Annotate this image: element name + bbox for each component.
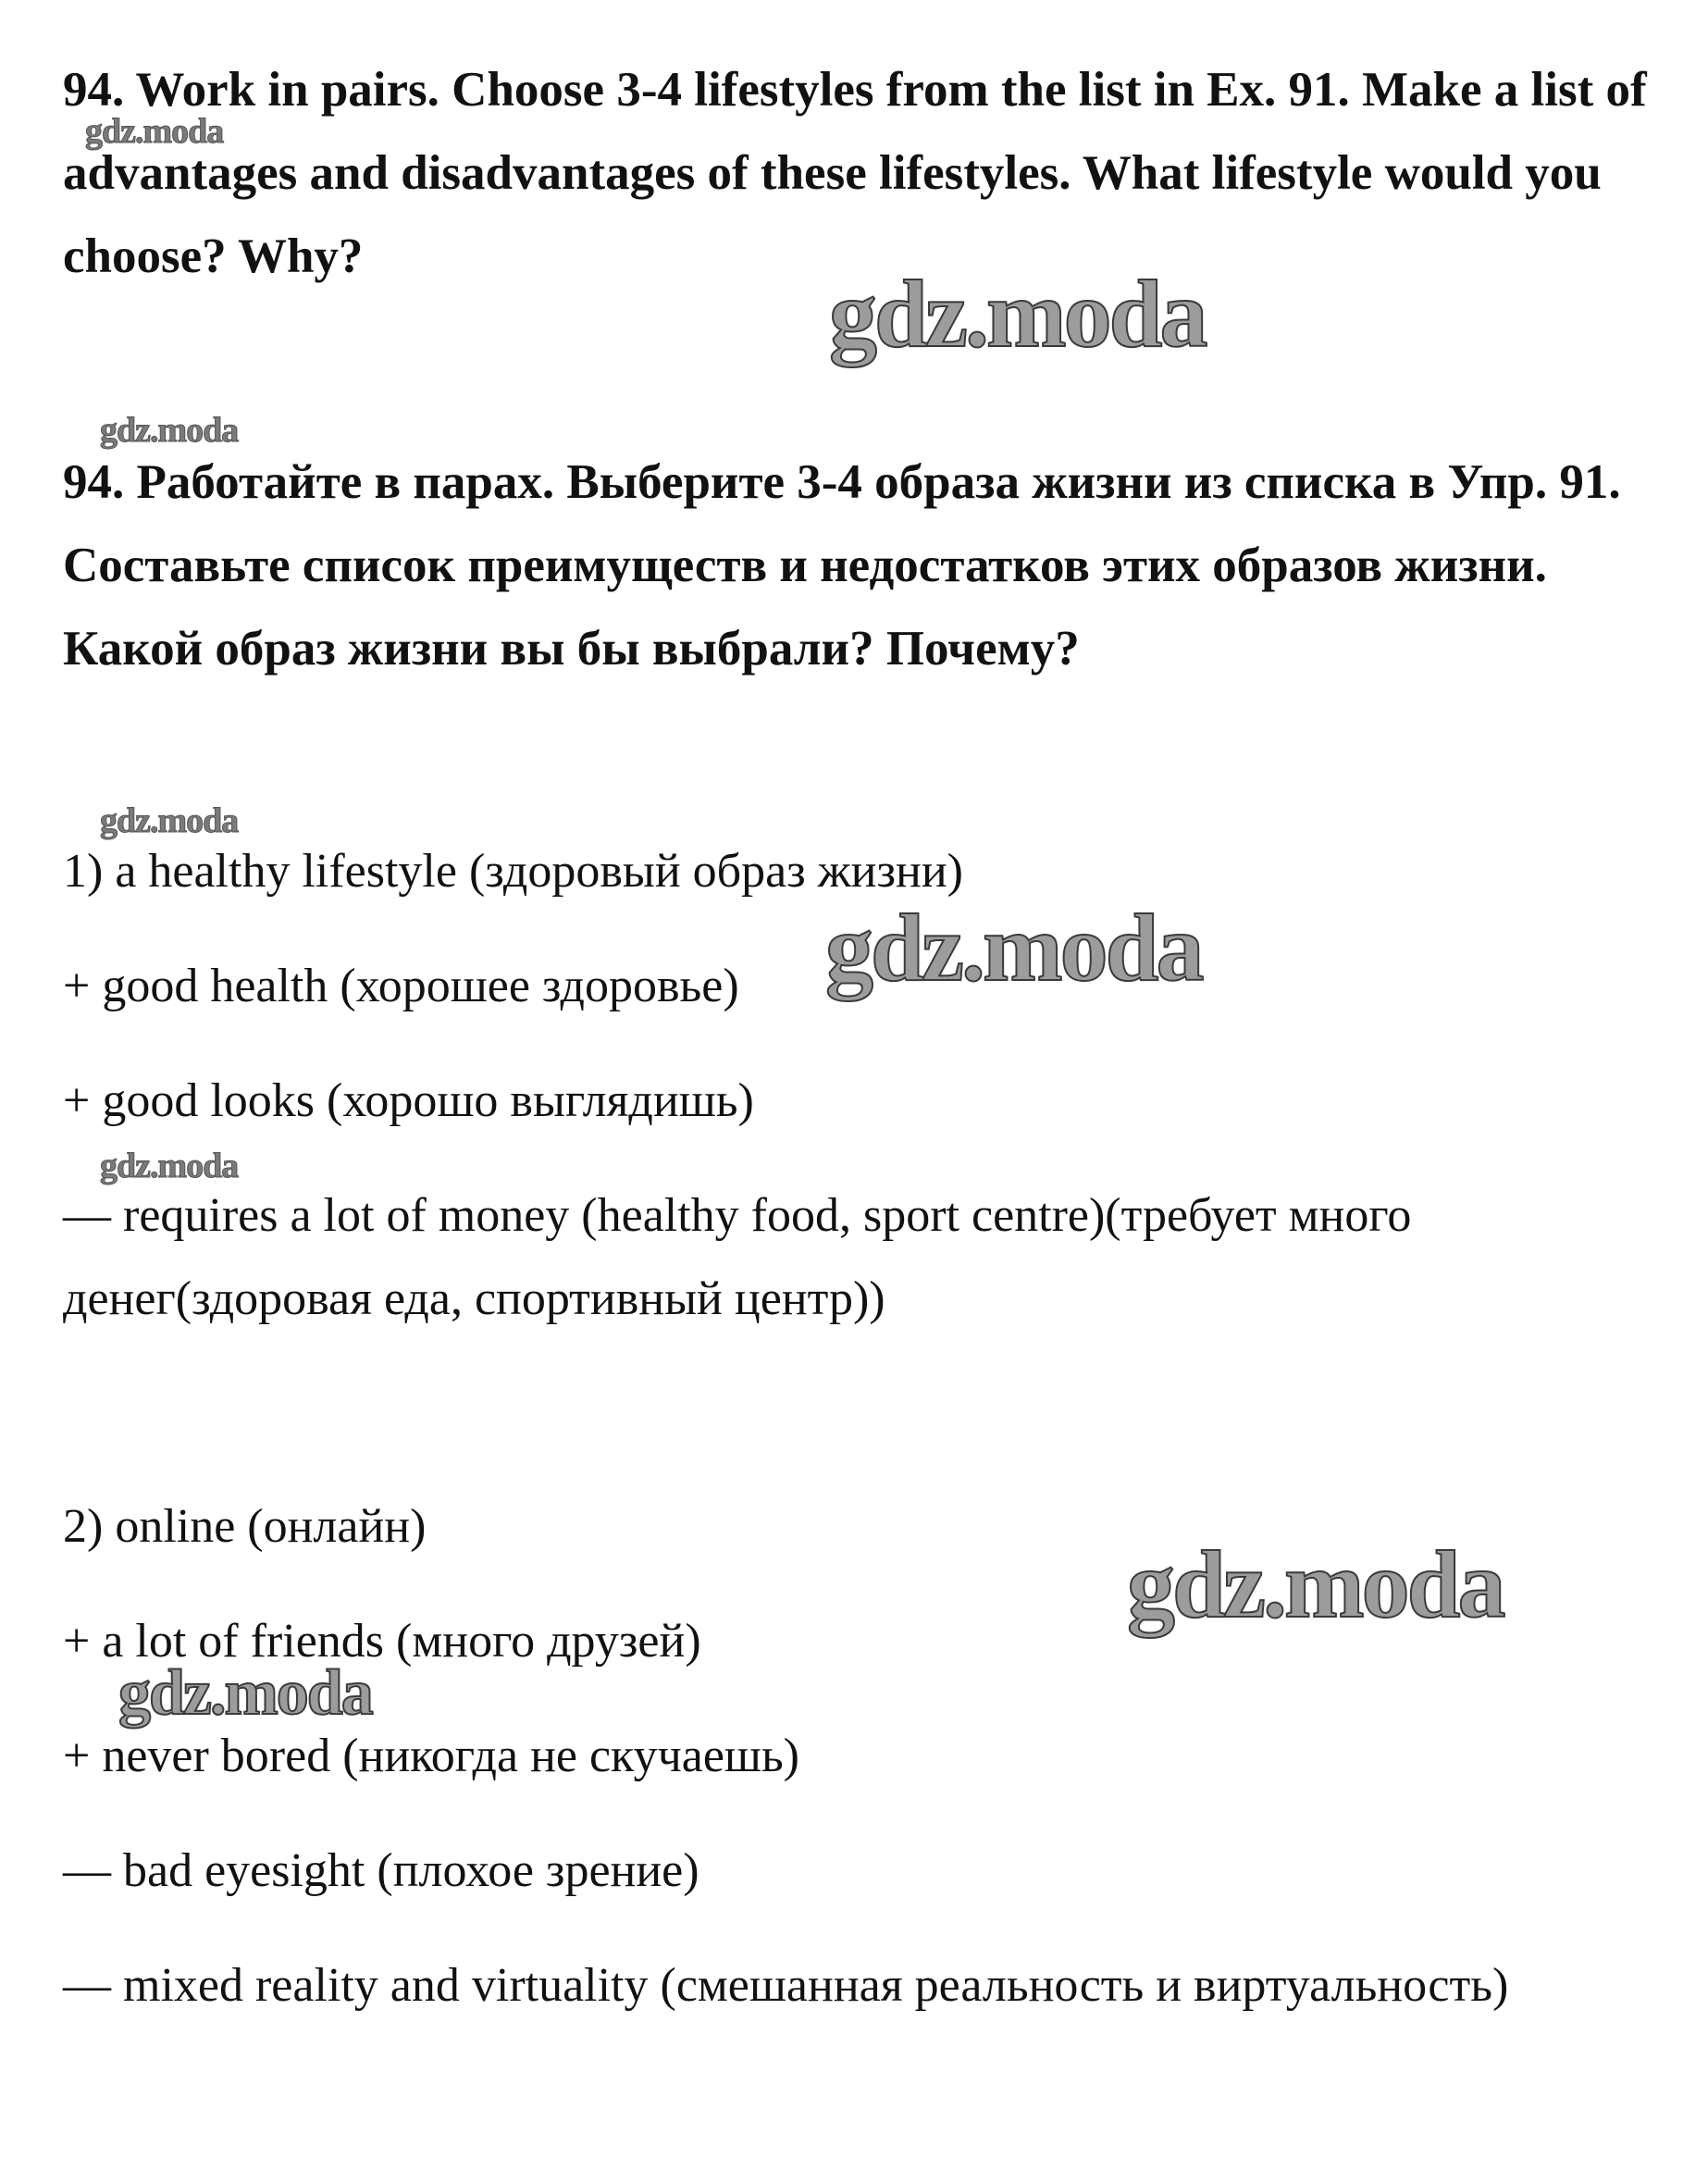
- watermark: gdz.moda: [100, 1147, 239, 1185]
- lifestyle-2-point-3: — bad eyesight (плохое зрение): [63, 1844, 699, 1897]
- lifestyle-1-point-3: — requires a lot of money (healthy food, sport centre)(требует много денег(здоровая еда, спортивный центр)): [63, 1189, 1412, 1325]
- watermark: gdz.moda: [1127, 1532, 1504, 1638]
- watermark: gdz.moda: [118, 1657, 372, 1729]
- lifestyle-1-title: 1) a healthy lifestyle (здоровый образ жизни): [63, 845, 963, 898]
- watermark: gdz.moda: [825, 895, 1202, 1001]
- task-heading-russian: 94. Работайте в парах. Выберите 3-4 образа жизни из списка в Упр. 91. Составьте список преимуществ и недостатков этих образов жизни. Какой образ жизни вы бы выбрали? Почему?: [63, 455, 1621, 676]
- lifestyle-2-point-4: — mixed reality and virtuality (смешанная реальность и виртуальность): [63, 1959, 1509, 2012]
- lifestyle-2-point-1: + a lot of friends (много друзей): [63, 1615, 701, 1668]
- lifestyle-2-point-2: + never bored (никогда не скучаешь): [63, 1730, 799, 1782]
- watermark: gdz.moda: [100, 801, 239, 840]
- task-heading-english: 94. Work in pairs. Choose 3-4 lifestyles from the list in Ex. 91. Make a list of advantages and disadvantages of these lifestyles. What lifestyle would you choose? Why?: [63, 63, 1647, 283]
- watermark: gdz.moda: [100, 411, 239, 450]
- lifestyle-2-title: 2) online (онлайн): [63, 1500, 427, 1553]
- lifestyle-1-point-1: + good health (хорошее здоровье): [63, 960, 739, 1012]
- lifestyle-1-point-2: + good looks (хорошо выглядишь): [63, 1074, 754, 1127]
- watermark: gdz.moda: [829, 261, 1206, 367]
- watermark: gdz.moda: [85, 112, 224, 151]
